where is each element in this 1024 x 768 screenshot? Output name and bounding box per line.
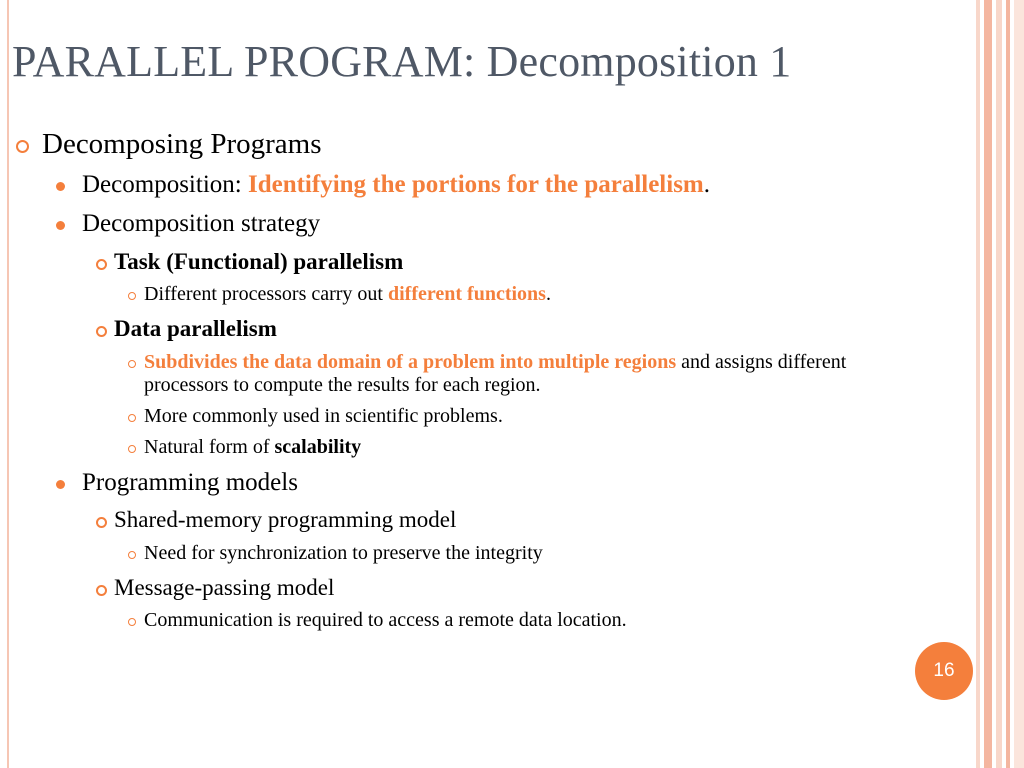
bullet-text: Natural form of	[144, 435, 275, 458]
ring-bullet-icon	[128, 360, 136, 368]
ring-bullet-icon	[96, 585, 107, 596]
bullet-text: Decomposition strategy	[82, 210, 321, 238]
ring-bullet-icon	[128, 551, 136, 559]
bullet-decomposition-strategy	[12, 210, 912, 239]
deco-stripe	[1014, 0, 1024, 768]
bullet-decomposition	[12, 171, 912, 200]
bullet-message-communication	[12, 609, 912, 632]
bullet-text: Need for synchronization to preserve the integrity	[144, 541, 543, 564]
ring-bullet-icon	[128, 445, 136, 453]
bullet-text: .	[545, 283, 551, 306]
bullet-data-parallelism	[12, 316, 912, 342]
bullet-data-subdivides	[12, 351, 912, 397]
ring-bullet-icon	[96, 259, 107, 270]
bullet-message-passing	[12, 575, 912, 601]
dot-bullet-icon	[56, 480, 65, 489]
slide-content	[12, 128, 912, 632]
bullet-text: Decomposing Programs	[42, 128, 322, 160]
bullet-text: and assigns different processors to compute the results for each region.	[144, 350, 847, 396]
bullet-text: Different processors carry out	[144, 283, 388, 306]
ring-bullet-icon	[96, 517, 107, 528]
ring-bullet-icon	[16, 140, 29, 153]
ring-bullet-icon	[96, 326, 107, 337]
highlight-text: different functions	[387, 283, 546, 306]
highlight-text: Subdivides the data domain of a problem into multiple regions	[144, 350, 677, 373]
dot-bullet-icon	[56, 182, 65, 191]
bullet-data-scalability	[12, 436, 912, 459]
bullet-programming-models	[12, 469, 912, 498]
bullet-shared-sync	[12, 542, 912, 565]
page-number-badge: 16	[915, 642, 973, 700]
bullet-text: Communication is required to access a remote data location.	[144, 609, 627, 632]
bullet-text: More commonly used in scientific problems.	[144, 404, 503, 427]
deco-stripe	[976, 0, 980, 768]
ring-bullet-icon	[128, 292, 136, 300]
bullet-text: Programming models	[82, 468, 298, 496]
dot-bullet-icon	[56, 221, 65, 230]
bullet-text: .	[703, 171, 711, 199]
bullet-decomposing-programs	[12, 128, 912, 161]
bullet-shared-memory	[12, 507, 912, 533]
bullet-text: Task (Functional) parallelism	[114, 248, 404, 274]
bullet-task-parallelism	[12, 249, 912, 275]
bullet-task-different-functions	[12, 283, 912, 306]
highlight-text: Identifying the portions for the parallelism	[247, 171, 704, 199]
left-rule	[7, 0, 9, 768]
bullet-text: Message-passing model	[114, 574, 335, 600]
deco-stripe	[996, 0, 1002, 768]
bullet-text: Shared-memory programming model	[114, 507, 457, 533]
ring-bullet-icon	[128, 414, 136, 422]
deco-stripe	[1006, 0, 1010, 768]
bullet-text: Data parallelism	[114, 316, 277, 342]
right-decoration	[976, 0, 1024, 768]
slide-title: PARALLEL PROGRAM: Decomposition 1	[12, 37, 792, 86]
bold-text: scalability	[274, 435, 362, 458]
ring-bullet-icon	[128, 618, 136, 626]
deco-stripe	[984, 0, 992, 768]
bullet-text: Decomposition:	[82, 171, 248, 199]
bullet-data-scientific	[12, 405, 912, 428]
